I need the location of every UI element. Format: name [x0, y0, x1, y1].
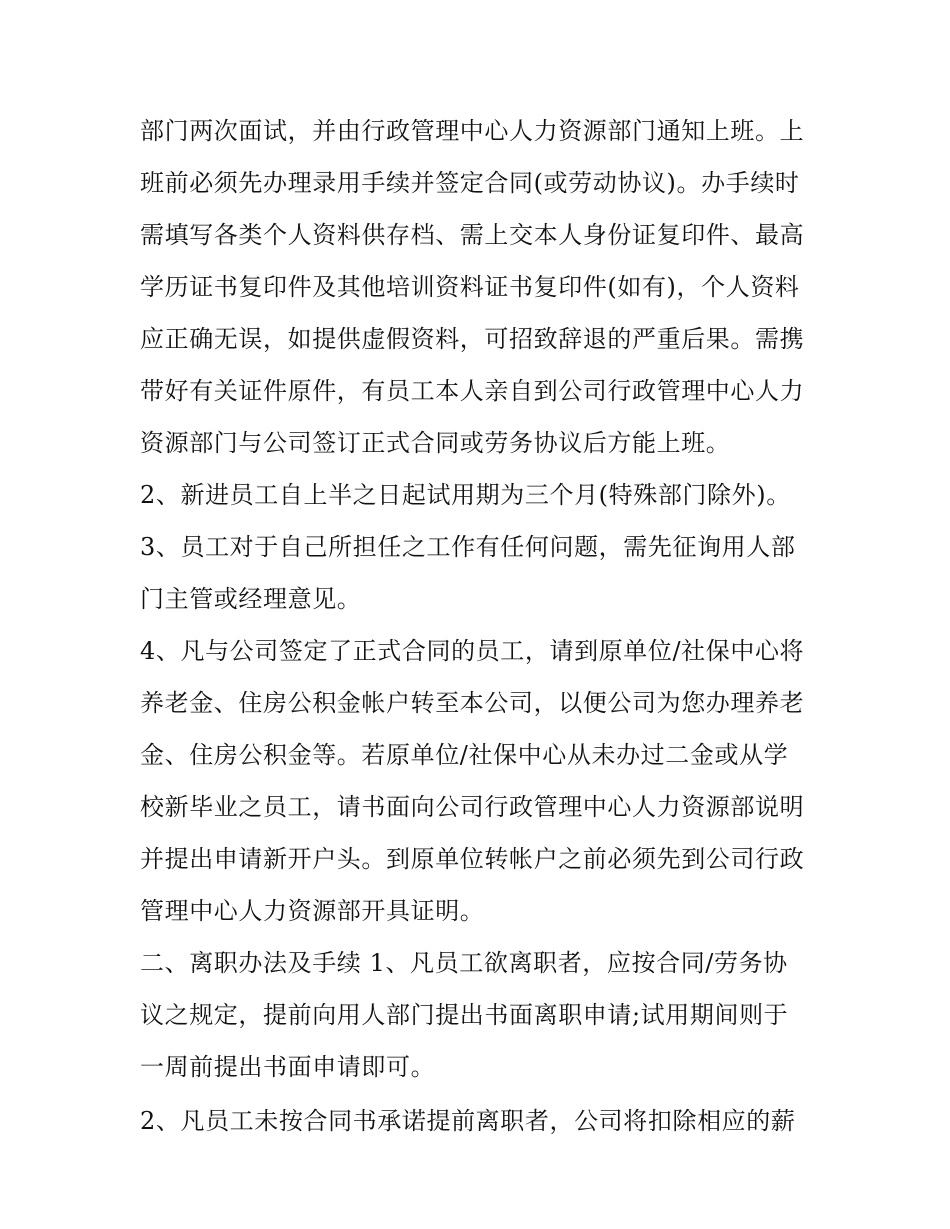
text-line: 养老金、住房公积金帐户转至本公司，以便公司为您办理养老: [140, 689, 805, 717]
text-line: 部门两次面试，并由行政管理中心人力资源部门通知上班。上: [140, 117, 805, 145]
text-line: 门主管或经理意见。: [140, 585, 362, 613]
text-line: 并提出申请新开户头。到原单位转帐户之前必须先到公司行政: [140, 845, 805, 873]
text-line: 管理中心人力资源部开具证明。: [140, 897, 485, 925]
document-body: [140, 107, 820, 1149]
text-line: 带好有关证件原件，有员工本人亲自到公司行政管理中心人力: [140, 377, 805, 405]
text-line: 议之规定，提前向用人部门提出书面离职申请;试用期间则于: [140, 1001, 789, 1029]
text-line: 应正确无误，如提供虚假资料，可招致辞退的严重后果。需携: [140, 325, 805, 353]
list-item-3: 3、员工对于自己所担任之工作有任何问题，需先征询用人部: [140, 533, 796, 561]
text-line: 学历证书复印件及其他培训资料证书复印件(如有)，个人资料: [140, 273, 800, 301]
text-line: 班前必须先办理录用手续并签定合同(或劳动协议)。办手续时: [140, 169, 800, 197]
section-heading-resignation: 二、离职办法及手续 1、凡员工欲离职者，应按合同/劳务协: [140, 949, 788, 977]
text-line: 一周前提出书面申请即可。: [140, 1053, 436, 1081]
text-line: 金、住房公积金等。若原单位/社保中心从未办过二金或从学: [140, 741, 789, 769]
list-item-2: 2、新进员工自上半之日起试用期为三个月(特殊部门除外)。: [140, 481, 791, 509]
list-item-4: 4、凡与公司签定了正式合同的员工，请到原单位/社保中心将: [140, 637, 805, 665]
list-item-2-resignation: 2、凡员工未按合同书承诺提前离职者，公司将扣除相应的薪: [140, 1107, 796, 1135]
text-line: 需填写各类个人资料供存档、需上交本人身份证复印件、最高: [140, 221, 805, 249]
text-line: 校新毕业之员工，请书面向公司行政管理中心人力资源部说明: [140, 793, 805, 821]
text-line: 资源部门与公司签订正式合同或劳务协议后方能上班。: [140, 429, 731, 457]
